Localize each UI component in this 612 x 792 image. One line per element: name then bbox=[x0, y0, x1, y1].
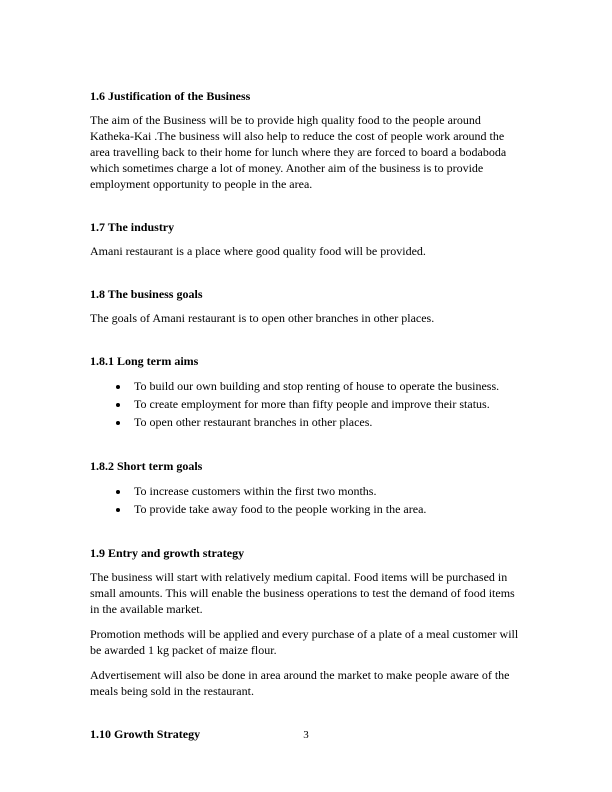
section-heading-1-8-1: 1.8.1 Long term aims bbox=[90, 354, 199, 368]
section-heading-1-7: 1.7 The industry bbox=[90, 220, 175, 234]
section-heading-1-9: 1.9 Entry and growth strategy bbox=[90, 546, 245, 560]
paragraph: The business will start with relatively medium capital. Food items will be purchased in small amounts. This will enable the business operations to test the demand of food items in the available market. bbox=[90, 570, 515, 616]
paragraph: Amani restaurant is a place where good quality food will be provided. bbox=[90, 244, 426, 258]
paragraph: The aim of the Business will be to provide high quality food to the people around Katheka-Kai .The business will also help to reduce the cost of people work around the area travelling back to their home for lunch where they are forced to board a bodaboda which sometimes charge a lot of money. Another aim of the business is to provide employment opportunity to people in the area. bbox=[90, 113, 507, 191]
section-heading-1-6: 1.6 Justification of the Business bbox=[90, 89, 251, 103]
bullet-item: • To provide take away food to the people working in the area. bbox=[130, 500, 522, 518]
bullet-item: • To open other restaurant branches in other places. bbox=[130, 413, 522, 431]
paragraph: Promotion methods will be applied and every purchase of a plate of a meal customer will be awarded 1 kg packet of maize flour. bbox=[90, 627, 519, 657]
paragraph: The goals of Amani restaurant is to open other branches in other places. bbox=[90, 311, 435, 325]
page-number: 3 bbox=[303, 729, 309, 741]
bullet-item: • To build our own building and stop renting of house to operate the business. bbox=[130, 377, 522, 395]
section-heading-1-10: 1.10 Growth Strategy bbox=[90, 727, 201, 741]
document-content bbox=[90, 88, 522, 750]
bullet-item: • To increase customers within the first two months. bbox=[130, 482, 522, 500]
section-heading-1-8-2: 1.8.2 Short term goals bbox=[90, 459, 203, 473]
bullet-item: • To create employment for more than fifty people and improve their status. bbox=[130, 395, 522, 413]
bullet-list-short-term-goals bbox=[90, 482, 522, 518]
paragraph: Advertisement will also be done in area around the market to make people aware of the meals being sold in the restaurant. bbox=[90, 668, 510, 698]
bullet-list-long-term-aims bbox=[90, 377, 522, 431]
section-heading-1-8: 1.8 The business goals bbox=[90, 287, 203, 301]
